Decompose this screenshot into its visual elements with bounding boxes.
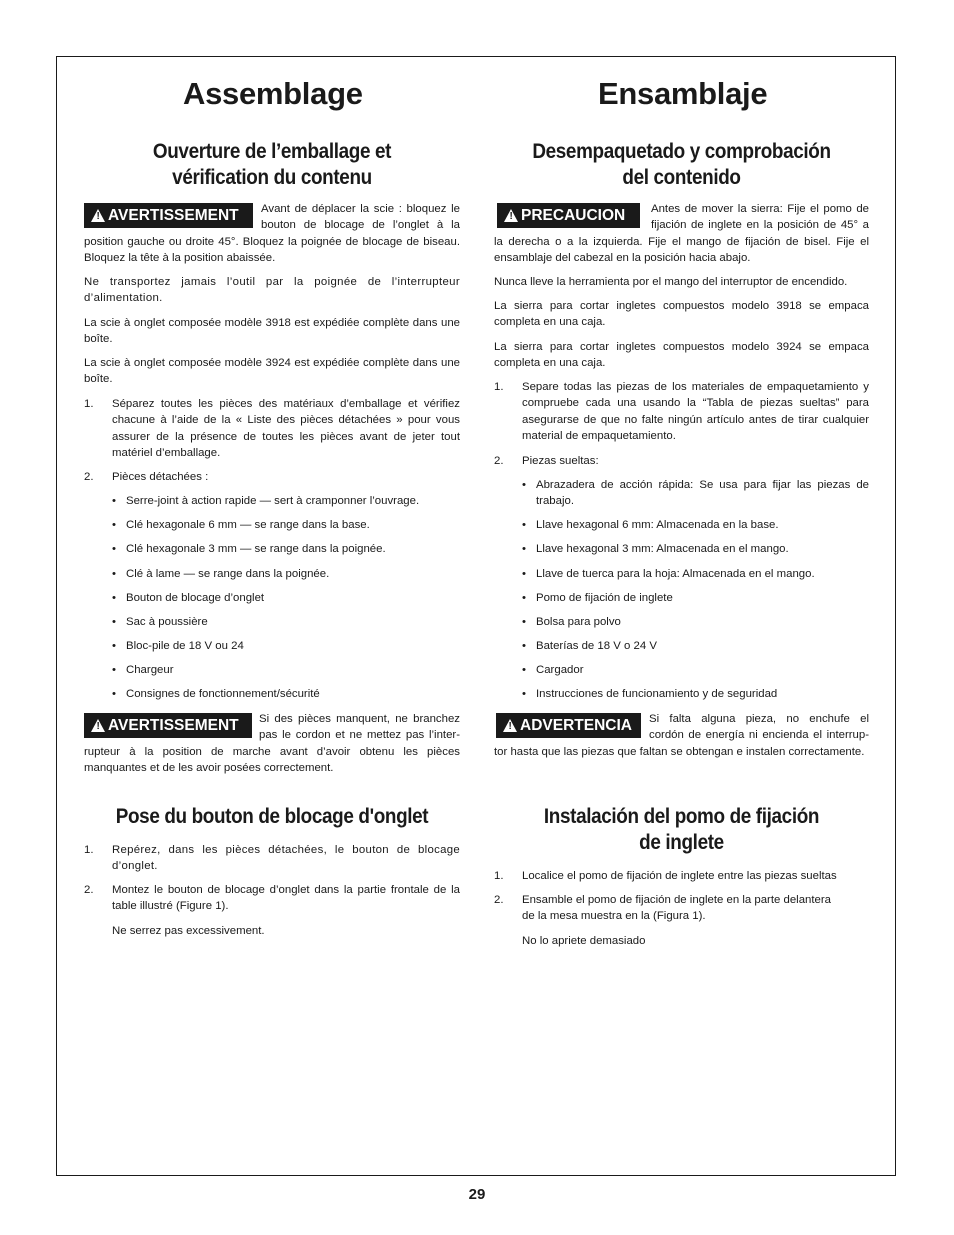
es-section-title-knob <box>513 804 851 856</box>
es-bullet-item: • Baterías de 18 V o 24 V <box>522 640 657 652</box>
es-warning-label-1: PRECAUCION <box>521 207 626 224</box>
fr-bullet-item: • Clé hexagonale 3 mm — se range dans la poignée. <box>112 543 386 555</box>
fr-bullet-item: • Serre-joint à action rapide — sert à cramponner l’ouvrage. <box>112 495 420 507</box>
es-warning-2-first-lines: Si falta alguna pieza, no enchufe el cordón de energía ni encienda el interrup- <box>649 713 869 742</box>
es-page-title: Ensamblaje <box>598 76 768 111</box>
fr-paragraph-handle: Ne transportez jamais l’outil par la poignée de l’interrupteur d’alimentation. <box>84 276 460 305</box>
es-section-title-knob-line1: Instalación del pomo de fijación <box>543 805 820 828</box>
fr-warning-label-1: AVERTISSEMENT <box>108 207 239 224</box>
es-bullet-item: • Instrucciones de funcionamiento y de seguridad <box>522 688 778 700</box>
fr-warning-2-text: rupteur à la position de marche avant d’avoir obtenu les pièces manquantes et de les avoir posées correctement. <box>84 746 460 775</box>
fr-warning-1-first-lines: Avant de déplacer la scie : bloquez le bouton de blocage de l’onglet à la <box>261 203 460 232</box>
es-warning-label-2: ADVERTENCIA <box>520 717 632 734</box>
es-section-title-knob-line2: de inglete <box>639 831 724 854</box>
es-bullet-item: • Cargador <box>522 664 584 676</box>
fr-s2-note: Ne serrez pas excessivement. <box>112 925 265 937</box>
fr-paragraph-3918: La scie à onglet composée modèle 3918 est expédiée complète dans une boîte. <box>84 317 460 346</box>
fr-section-title-line1: Ouverture de l’emballage et <box>152 140 392 163</box>
fr-s2-list-number-1: 1. <box>84 844 94 856</box>
es-list-item-1: Separe todas las piezas de los materiales de empaquetamiento y compruebe cada una usando la “Tabla de piezas sueltas” para asegurarse de que no falte ningún artículo antes de tirar cualquier material de empaquetamiento. <box>522 381 869 442</box>
fr-list-number-1: 1. <box>84 398 94 410</box>
es-warning-1-first-lines: Antes de mover la sierra: Fije el pomo de fijación de inglete en la posición de 45° a <box>651 203 869 232</box>
es-paragraph-handle: Nunca lleve la herramienta por el mango del interruptor de encendido. <box>494 276 848 288</box>
es-s2-list-number-1: 1. <box>494 870 504 882</box>
fr-s2-list-item-1: Repérez, dans les pièces détachées, le bouton de blocage d’onglet. <box>112 844 460 873</box>
page-number: 29 <box>468 1186 486 1203</box>
es-warning-2-text: tor hasta que las piezas que faltan se obtengan e instalen correctamente. <box>494 746 865 758</box>
fr-warning-2-first-lines: Si des pièces manquent, ne branchez pas le cordon et ne mettez pas l’inter- <box>259 713 460 742</box>
fr-bullet-item: • Sac à poussière <box>112 616 208 628</box>
fr-bullet-item: • Consignes de fonctionnement/sécurité <box>112 688 320 700</box>
es-section-title-line1: Desempaquetado y comprobación <box>532 140 831 163</box>
fr-s2-list-number-2: 2. <box>84 884 94 896</box>
es-section-title-line2: del contenido <box>622 166 741 189</box>
es-warning-badge-2: ! ADVERTENCIA <box>496 713 641 738</box>
es-bullet-item: • Abrazadera de acción rápida: Se usa para fijar las piezas de trabajo. <box>522 479 869 508</box>
es-bullet-item: • Llave hexagonal 3 mm: Almacenada en el mango. <box>522 543 789 555</box>
fr-bullet-item: • Chargeur <box>112 664 174 676</box>
es-list-item-2: Piezas sueltas: <box>522 455 599 467</box>
fr-bullet-item: • Clé hexagonale 6 mm — se range dans la base. <box>112 519 370 531</box>
es-list-number-1: 1. <box>494 381 504 393</box>
fr-list-item-1: Séparez toutes les pièces des matériaux d’emballage et vérifiez chacune à l’aide de la « Liste des pièces détachées » pour vous assurer de la présence de toutes les pièces avant de jeter tout matériel d’emballage. <box>112 398 460 459</box>
fr-warning-badge-1: ! AVERTISSEMENT <box>84 203 253 228</box>
fr-section-title-knob: Pose du bouton de blocage d'onglet <box>115 805 429 828</box>
fr-s2-list-item-2: Montez le bouton de blocage d’onglet dans la partie frontale de la table illustré (Figure 1). <box>112 884 460 913</box>
fr-list-number-2: 2. <box>84 471 94 483</box>
es-bullet-item: • Llave hexagonal 6 mm: Almacenada en la base. <box>522 519 779 531</box>
fr-bullet-item: • Clé à lame — se range dans la poignée. <box>112 568 330 580</box>
es-warning-badge-1: ! PRECAUCION <box>497 203 640 228</box>
es-section-title-unpacking <box>513 139 851 191</box>
fr-bullet-item: • Bloc-pile de 18 V ou 24 <box>112 640 244 652</box>
es-s2-list-item-2: Ensamble el pomo de fijación de inglete en la parte delantera de la mesa muestra en la (Figura 1). <box>522 894 832 923</box>
fr-list-item-2: Pièces détachées : <box>112 471 209 483</box>
fr-warning-1-text: position gauche ou droite 45°. Bloquez la poignée de blocage de biseau. Bloquez la tête à la position abaissée. <box>84 236 460 265</box>
fr-paragraph-3924: La scie à onglet composée modèle 3924 est expédiée complète dans une boîte. <box>84 357 460 386</box>
fr-warning-badge-2: ! AVERTISSEMENT <box>84 713 252 738</box>
es-bullet-item: • Llave de tuerca para la hoja: Almacenada en el mango. <box>522 568 815 580</box>
es-bullet-item: • Bolsa para polvo <box>522 616 621 628</box>
es-warning-1-text: la derecha o a la izquierda. Fije el mango de fijación de bisel. Fije el ensamblaje del cabezal en la posición hacia abajo. <box>494 236 869 265</box>
es-s2-list-number-2: 2. <box>494 894 504 906</box>
es-list-number-2: 2. <box>494 455 504 467</box>
fr-bullet-item: • Bouton de blocage d’onglet <box>112 592 265 604</box>
fr-warning-label-2: AVERTISSEMENT <box>108 717 239 734</box>
fr-section-title-line2: vérification du contenu <box>172 166 372 189</box>
es-paragraph-3918: La sierra para cortar ingletes compuestos modelo 3918 se empaca completa en una caja. <box>494 300 869 329</box>
es-bullet-item: • Pomo de fijación de inglete <box>522 592 673 604</box>
es-paragraph-3924: La sierra para cortar ingletes compuestos modelo 3924 se empaca completa en una caja. <box>494 341 869 370</box>
es-s2-note: No lo apriete demasiado <box>522 935 646 947</box>
es-s2-list-item-1: Localice el pomo de fijación de inglete entre las piezas sueltas <box>522 870 837 882</box>
fr-section-title-unpacking <box>103 139 441 191</box>
fr-page-title: Assemblage <box>183 76 363 111</box>
